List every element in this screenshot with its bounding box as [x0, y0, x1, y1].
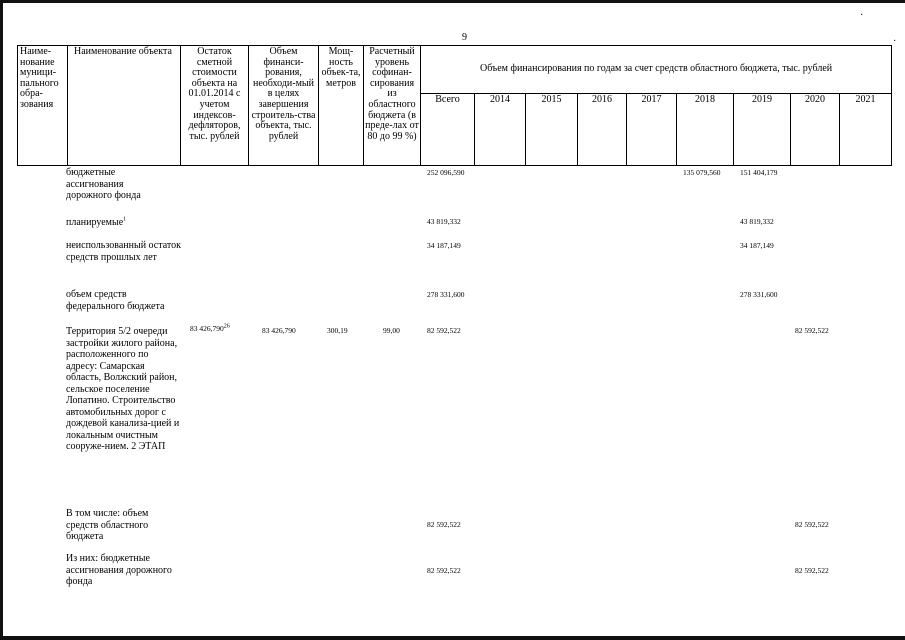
header-year-2019: 2019 [734, 94, 791, 166]
header-municipality: Наиме-нование муници-пального обра-зования [18, 46, 68, 166]
header-year-2017: 2017 [627, 94, 677, 166]
row-2020: 82 592,522 [795, 520, 829, 529]
row-label: Территория 5/2 очереди застройки жилого района, расположенного по адресу: Самарская область, Волжский район, сельское поселение Лопатино. Строительство автомобильных дорог с дождевой канализа-цией и локальным очистным сооруже-нием. 2 ЭТАП [66, 326, 180, 452]
row-2020: 82 592,522 [795, 566, 829, 575]
page-border-top [0, 0, 905, 3]
row-label: Из них: бюджетные ассигнования дорожного фонда [66, 553, 172, 587]
row-2019: 43 819,332 [740, 217, 774, 226]
row-2019: 151 404,179 [740, 168, 778, 177]
row-remaining-value: 83 426,790 [190, 324, 224, 333]
row-label: объем средств федерального бюджета [66, 289, 165, 312]
header-year-2021: 2021 [840, 94, 892, 166]
row-label [66, 217, 181, 229]
header-capacity: Мощ-ность объек-та, метров [319, 46, 364, 166]
header-table [17, 45, 892, 166]
row-label-text: планируемые [66, 217, 124, 228]
page-number: 9 [462, 32, 467, 43]
row-total: 252 096,590 [427, 168, 465, 177]
row-total: 34 187,149 [427, 241, 461, 250]
row-label: бюджетные ассигнования дорожного фонда [66, 167, 141, 201]
header-funding-by-years: Объем финансирования по годам за счет средств областного бюджета, тыс. рублей [421, 46, 892, 94]
scan-speck: · [893, 36, 897, 47]
footnote-marker: 1 [123, 216, 127, 223]
row-2018: 135 079,560 [683, 168, 721, 177]
scan-speck: · [860, 10, 864, 21]
row-remaining-cost [190, 324, 230, 333]
header-year-2016: 2016 [578, 94, 627, 166]
row-2019: 278 331,600 [740, 290, 778, 299]
row-total: 82 592,522 [427, 326, 461, 335]
page-border-bottom [0, 636, 905, 640]
header-year-2018: 2018 [677, 94, 734, 166]
header-year-2014: 2014 [475, 94, 526, 166]
page-border-left [0, 0, 3, 640]
row-total: 82 592,522 [427, 566, 461, 575]
row-total: 43 819,332 [427, 217, 461, 226]
header-cofinancing-level: Расчетный уровень софинан-сирования из областного бюджета (в преде-лах от 80 до 99 %) [364, 46, 421, 166]
header-year-total: Всего [421, 94, 475, 166]
row-funding-volume: 83 426,790 [262, 326, 296, 335]
row-capacity: 300,19 [327, 326, 348, 335]
row-total: 82 592,522 [427, 520, 461, 529]
row-total: 278 331,600 [427, 290, 465, 299]
footnote-marker: 26 [223, 323, 230, 330]
header-funding-volume: Объем финанси-рования, необходи-мый в целях завершения строитель-ства объекта, тыс. рублей [249, 46, 319, 166]
row-2020: 82 592,522 [795, 326, 829, 335]
row-cofinancing-level: 99,00 [383, 326, 400, 335]
row-label: неиспользованный остаток средств прошлых лет [66, 240, 181, 263]
header-year-2015: 2015 [526, 94, 578, 166]
header-year-2020: 2020 [791, 94, 840, 166]
row-2019: 34 187,149 [740, 241, 774, 250]
header-remaining-cost: Остаток сметной стоимости объекта на 01.01.2014 с учетом индексов-дефляторов, тыс. рублей [181, 46, 249, 166]
row-label: В том числе: объем средств областного бюджета [66, 508, 149, 542]
header-object-name: Наименование объекта [68, 46, 181, 166]
